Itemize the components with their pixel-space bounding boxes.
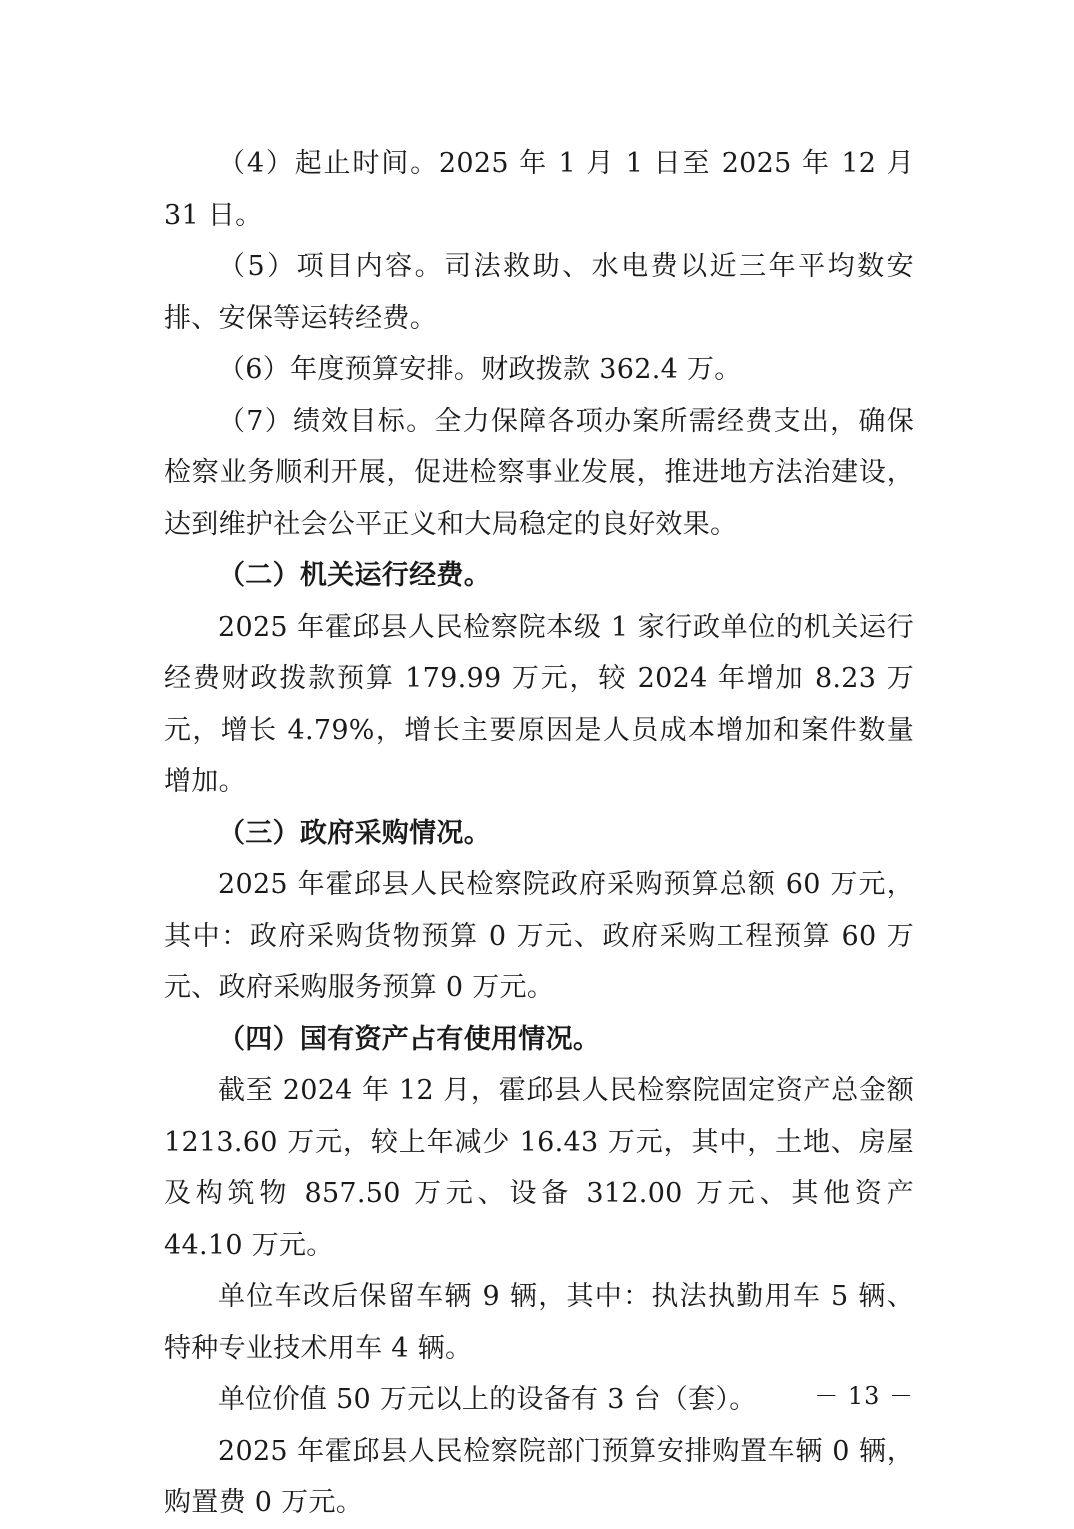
paragraph-operating-expenses: 2025 年霍邱县人民检察院本级 1 家行政单位的机关运行经费财政拨款预算 179.99 万元，较 2024 年增加 8.23 万元，增长 4.79%，增长主要原因是人员成本增加和案件数量增加。 bbox=[164, 611, 914, 797]
paragraph-vehicle-purchase: 2025 年霍邱县人民检察院部门预算安排购置车辆 0 辆，购置费 0 万元。 bbox=[164, 1435, 914, 1518]
paragraph-government-procurement: 2025 年霍邱县人民检察院政府采购预算总额 60 万元，其中：政府采购货物预算 0 万元、政府采购工程预算 60 万元、政府采购服务预算 0 万元。 bbox=[164, 869, 914, 1003]
paragraph-equipment: 单位价值 50 万元以上的设备有 3 台（套）。 bbox=[218, 1384, 757, 1415]
paragraph-performance-goal: （7）绩效目标。全力保障各项办案所需经费支出，确保检察业务顺利开展，促进检察事业发展，推进地方法治建设，达到维护社会公平正义和大局稳定的良好效果。 bbox=[164, 405, 914, 540]
paragraph-vehicles: 单位车改后保留车辆 9 辆，其中：执法执勤用车 5 辆、特种专业技术用车 4 辆。 bbox=[164, 1281, 914, 1364]
heading-state-assets: （四）国有资产占有使用情况。 bbox=[218, 1023, 601, 1055]
page-body bbox=[164, 138, 914, 1529]
page-number: － 13 － bbox=[814, 1382, 914, 1410]
paragraph-start-end-time: （4）起止时间。2025 年 1 月 1 日至 2025 年 12 月 31 日。 bbox=[164, 148, 914, 231]
paragraph-annual-budget: （6）年度预算安排。财政拨款 362.4 万。 bbox=[218, 354, 742, 385]
paragraph-fixed-assets: 截至 2024 年 12 月，霍邱县人民检察院固定资产总金额 1213.60 万元，较上年减少 16.43 万元，其中，土地、房屋及构筑物 857.50 万元、设备 312.00 万元、其他资产 44.10 万元。 bbox=[164, 1075, 914, 1261]
heading-operating-expenses: （二）机关运行经费。 bbox=[218, 560, 491, 591]
heading-government-procurement: （三）政府采购情况。 bbox=[218, 817, 491, 849]
paragraph-project-content: （5）项目内容。司法救助、水电费以近三年平均数安排、安保等运转经费。 bbox=[164, 251, 914, 334]
